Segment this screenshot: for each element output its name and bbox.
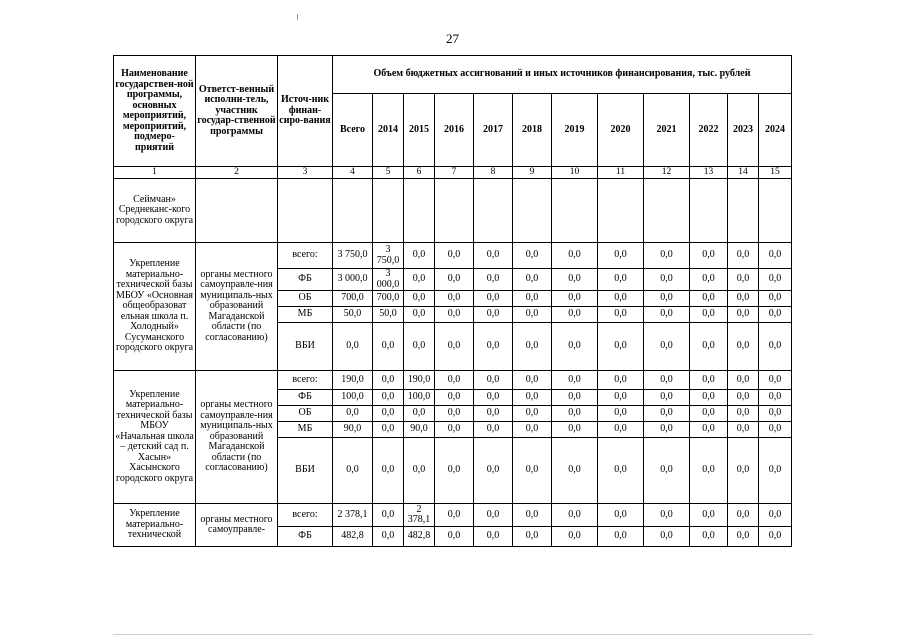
funding-source: МБ (278, 422, 333, 438)
total-value: 190,0 (333, 371, 373, 390)
funding-source: всего: (278, 504, 333, 527)
year-value: 0,0 (759, 243, 792, 269)
year-value: 0,0 (404, 269, 435, 291)
year-value: 0,0 (435, 390, 474, 406)
continuation-cell (728, 179, 759, 243)
year-value: 0,0 (552, 390, 598, 406)
year-value: 0,0 (759, 323, 792, 371)
year-value: 0,0 (404, 243, 435, 269)
year-value: 0,0 (404, 323, 435, 371)
table-row (114, 504, 792, 527)
year-value: 0,0 (373, 527, 404, 547)
year-value: 0,0 (690, 291, 728, 307)
year-value: 0,0 (644, 269, 690, 291)
continuation-cell (196, 179, 278, 243)
year-value: 0,0 (552, 307, 598, 323)
year-value: 0,0 (513, 422, 552, 438)
column-number: 12 (644, 167, 690, 179)
year-value: 0,0 (728, 406, 759, 422)
header-executor: Ответст-венный исполни-тель, участник государ-ственной программы (196, 56, 278, 167)
year-value: 0,0 (474, 323, 513, 371)
year-value: 0,0 (404, 438, 435, 504)
table-row (114, 243, 792, 269)
year-value: 0,0 (728, 323, 759, 371)
continuation-cell (759, 179, 792, 243)
year-value: 0,0 (552, 323, 598, 371)
year-value: 0,0 (435, 406, 474, 422)
year-value: 0,0 (728, 243, 759, 269)
year-value: 0,0 (644, 504, 690, 527)
year-value: 0,0 (759, 422, 792, 438)
year-value: 0,0 (513, 243, 552, 269)
funding-source: ОБ (278, 406, 333, 422)
header-year: 2019 (552, 94, 598, 167)
year-value: 100,0 (404, 390, 435, 406)
year-value: 0,0 (513, 438, 552, 504)
year-value: 0,0 (598, 291, 644, 307)
year-value: 0,0 (644, 291, 690, 307)
column-number: 15 (759, 167, 792, 179)
year-value: 0,0 (552, 504, 598, 527)
total-value: 3 750,0 (333, 243, 373, 269)
year-value: 0,0 (552, 422, 598, 438)
funding-source: ВБИ (278, 438, 333, 504)
year-value: 0,0 (404, 307, 435, 323)
year-value: 0,0 (552, 406, 598, 422)
year-value: 0,0 (552, 438, 598, 504)
year-value: 0,0 (474, 527, 513, 547)
continuation-cell (435, 179, 474, 243)
column-number: 10 (552, 167, 598, 179)
year-value: 0,0 (644, 323, 690, 371)
funding-source: ФБ (278, 269, 333, 291)
continuation-cell (278, 179, 333, 243)
header-year: 2021 (644, 94, 690, 167)
year-value: 2 378,1 (404, 504, 435, 527)
year-value: 0,0 (404, 406, 435, 422)
year-value: 0,0 (690, 323, 728, 371)
year-value: 0,0 (644, 371, 690, 390)
year-value: 0,0 (552, 291, 598, 307)
header-year: 2020 (598, 94, 644, 167)
year-value: 0,0 (373, 406, 404, 422)
year-value: 0,0 (644, 406, 690, 422)
year-value: 0,0 (513, 307, 552, 323)
total-value: 700,0 (333, 291, 373, 307)
executor-name: органы местного самоуправле-ния муниципаль-ных образований Магаданской области (по согласованию) (196, 371, 278, 504)
year-value: 0,0 (435, 504, 474, 527)
total-value: 3 000,0 (333, 269, 373, 291)
year-value: 0,0 (690, 269, 728, 291)
program-name: Укрепление материально-технической базы МБОУ «Основная общеобразоват ельная школа п. Холодный» Сусуманского городского округа (114, 243, 196, 371)
year-value: 0,0 (690, 527, 728, 547)
year-value: 0,0 (435, 527, 474, 547)
year-value: 3 750,0 (373, 243, 404, 269)
column-number: 4 (333, 167, 373, 179)
year-value: 0,0 (435, 422, 474, 438)
continuation-cell (333, 179, 373, 243)
year-value: 0,0 (598, 371, 644, 390)
year-value: 0,0 (474, 269, 513, 291)
program-name: Укрепление материально-технической базы МБОУ «Начальная школа – детский сад п. Хасын» Хасынского городского округа (114, 371, 196, 504)
year-value: 0,0 (474, 307, 513, 323)
total-value: 482,8 (333, 527, 373, 547)
year-value: 0,0 (728, 438, 759, 504)
year-value: 0,0 (759, 390, 792, 406)
year-value: 50,0 (373, 307, 404, 323)
year-value: 0,0 (598, 323, 644, 371)
year-value: 0,0 (435, 371, 474, 390)
year-value: 0,0 (474, 243, 513, 269)
year-value: 482,8 (404, 527, 435, 547)
table-row (114, 371, 792, 390)
year-value: 0,0 (690, 504, 728, 527)
column-number: 1 (114, 167, 196, 179)
header-program: Наименование государствен-ной программы, основных мероприятий, мероприятий, подмеро-приятий (114, 56, 196, 167)
year-value: 0,0 (552, 527, 598, 547)
year-value: 0,0 (474, 504, 513, 527)
header-year: 2015 (404, 94, 435, 167)
year-value: 0,0 (598, 406, 644, 422)
year-value: 0,0 (728, 269, 759, 291)
year-value: 0,0 (690, 243, 728, 269)
total-value: 50,0 (333, 307, 373, 323)
year-value: 0,0 (644, 527, 690, 547)
header-year: 2023 (728, 94, 759, 167)
year-value: 0,0 (598, 269, 644, 291)
year-value: 0,0 (690, 438, 728, 504)
year-value: 0,0 (552, 243, 598, 269)
year-value: 0,0 (759, 307, 792, 323)
year-value: 0,0 (598, 243, 644, 269)
budget-table (113, 55, 792, 547)
column-number: 7 (435, 167, 474, 179)
column-number: 2 (196, 167, 278, 179)
year-value: 0,0 (759, 527, 792, 547)
total-value: 90,0 (333, 422, 373, 438)
year-value: 0,0 (598, 390, 644, 406)
year-value: 0,0 (474, 291, 513, 307)
total-value: 2 378,1 (333, 504, 373, 527)
executor-name: органы местного самоуправле-ния муниципаль-ных образований Магаданской области (по согласованию) (196, 243, 278, 371)
year-value: 0,0 (690, 422, 728, 438)
year-value: 0,0 (552, 269, 598, 291)
year-value: 0,0 (435, 307, 474, 323)
continuation-program: Сеймчан» Среднеканс-кого городского округа (114, 179, 196, 243)
year-value: 0,0 (513, 406, 552, 422)
year-value: 0,0 (513, 390, 552, 406)
year-value: 0,0 (598, 307, 644, 323)
funding-source: ФБ (278, 527, 333, 547)
total-value: 0,0 (333, 438, 373, 504)
continuation-cell (598, 179, 644, 243)
year-value: 0,0 (474, 390, 513, 406)
funding-source: ВБИ (278, 323, 333, 371)
executor-name: органы местного самоуправле- (196, 504, 278, 547)
year-value: 0,0 (690, 307, 728, 323)
column-number: 9 (513, 167, 552, 179)
year-value: 0,0 (644, 422, 690, 438)
year-value: 0,0 (552, 371, 598, 390)
year-value: 0,0 (435, 438, 474, 504)
year-value: 0,0 (759, 504, 792, 527)
year-value: 0,0 (598, 527, 644, 547)
column-number: 6 (404, 167, 435, 179)
year-value: 0,0 (598, 504, 644, 527)
header-year: 2014 (373, 94, 404, 167)
continuation-cell (690, 179, 728, 243)
header-year: 2018 (513, 94, 552, 167)
year-value: 0,0 (474, 422, 513, 438)
year-value: 0,0 (759, 371, 792, 390)
year-value: 0,0 (759, 438, 792, 504)
year-value: 0,0 (513, 371, 552, 390)
header-source: Источ-ник финан-сиро-вания (278, 56, 333, 167)
funding-source: всего: (278, 243, 333, 269)
continuation-cell (404, 179, 435, 243)
year-value: 0,0 (690, 406, 728, 422)
column-number: 8 (474, 167, 513, 179)
year-value: 0,0 (474, 406, 513, 422)
year-value: 0,0 (728, 422, 759, 438)
year-value: 0,0 (728, 390, 759, 406)
year-value: 190,0 (404, 371, 435, 390)
year-value: 0,0 (435, 269, 474, 291)
year-value: 700,0 (373, 291, 404, 307)
funding-source: МБ (278, 307, 333, 323)
column-number: 13 (690, 167, 728, 179)
year-value: 0,0 (373, 323, 404, 371)
year-value: 0,0 (644, 390, 690, 406)
year-value: 0,0 (728, 291, 759, 307)
year-value: 0,0 (728, 504, 759, 527)
year-value: 0,0 (759, 269, 792, 291)
year-value: 0,0 (373, 504, 404, 527)
year-value: 0,0 (513, 323, 552, 371)
scan-mark (297, 14, 298, 20)
year-value: 0,0 (404, 291, 435, 307)
year-value: 0,0 (513, 291, 552, 307)
continuation-cell (644, 179, 690, 243)
year-value: 0,0 (513, 527, 552, 547)
funding-source: всего: (278, 371, 333, 390)
funding-source: ФБ (278, 390, 333, 406)
column-number: 11 (598, 167, 644, 179)
total-value: 100,0 (333, 390, 373, 406)
total-value: 0,0 (333, 406, 373, 422)
year-value: 0,0 (690, 371, 728, 390)
year-value: 0,0 (373, 390, 404, 406)
continuation-cell (513, 179, 552, 243)
year-value: 0,0 (644, 438, 690, 504)
funding-source: ОБ (278, 291, 333, 307)
year-value: 0,0 (728, 307, 759, 323)
year-value: 0,0 (373, 371, 404, 390)
year-value: 0,0 (598, 422, 644, 438)
year-value: 0,0 (598, 438, 644, 504)
year-value: 0,0 (435, 323, 474, 371)
year-value: 0,0 (644, 307, 690, 323)
year-value: 0,0 (728, 527, 759, 547)
year-value: 0,0 (513, 269, 552, 291)
year-value: 0,0 (759, 291, 792, 307)
year-value: 0,0 (435, 243, 474, 269)
year-value: 0,0 (474, 438, 513, 504)
year-value: 0,0 (435, 291, 474, 307)
year-value: 90,0 (404, 422, 435, 438)
column-number: 14 (728, 167, 759, 179)
header-year: 2017 (474, 94, 513, 167)
column-number: 5 (373, 167, 404, 179)
year-value: 0,0 (373, 422, 404, 438)
year-value: 0,0 (690, 390, 728, 406)
page-number: 27 (446, 31, 459, 46)
column-number: 3 (278, 167, 333, 179)
header-year: 2016 (435, 94, 474, 167)
year-value: 0,0 (474, 371, 513, 390)
program-name: Укрепление материально-технической (114, 504, 196, 547)
year-value: 0,0 (728, 371, 759, 390)
header-total: Всего (333, 94, 373, 167)
total-value: 0,0 (333, 323, 373, 371)
year-value: 0,0 (513, 504, 552, 527)
year-value: 0,0 (644, 243, 690, 269)
header-year: 2024 (759, 94, 792, 167)
year-value: 0,0 (373, 438, 404, 504)
year-value: 3 000,0 (373, 269, 404, 291)
continuation-cell (474, 179, 513, 243)
page-edge-line (113, 634, 813, 635)
header-year: 2022 (690, 94, 728, 167)
continuation-cell (373, 179, 404, 243)
year-value: 0,0 (759, 406, 792, 422)
header-volume: Объем бюджетных ассигнований и иных источников финансирования, тыс. рублей (333, 56, 792, 94)
continuation-cell (552, 179, 598, 243)
